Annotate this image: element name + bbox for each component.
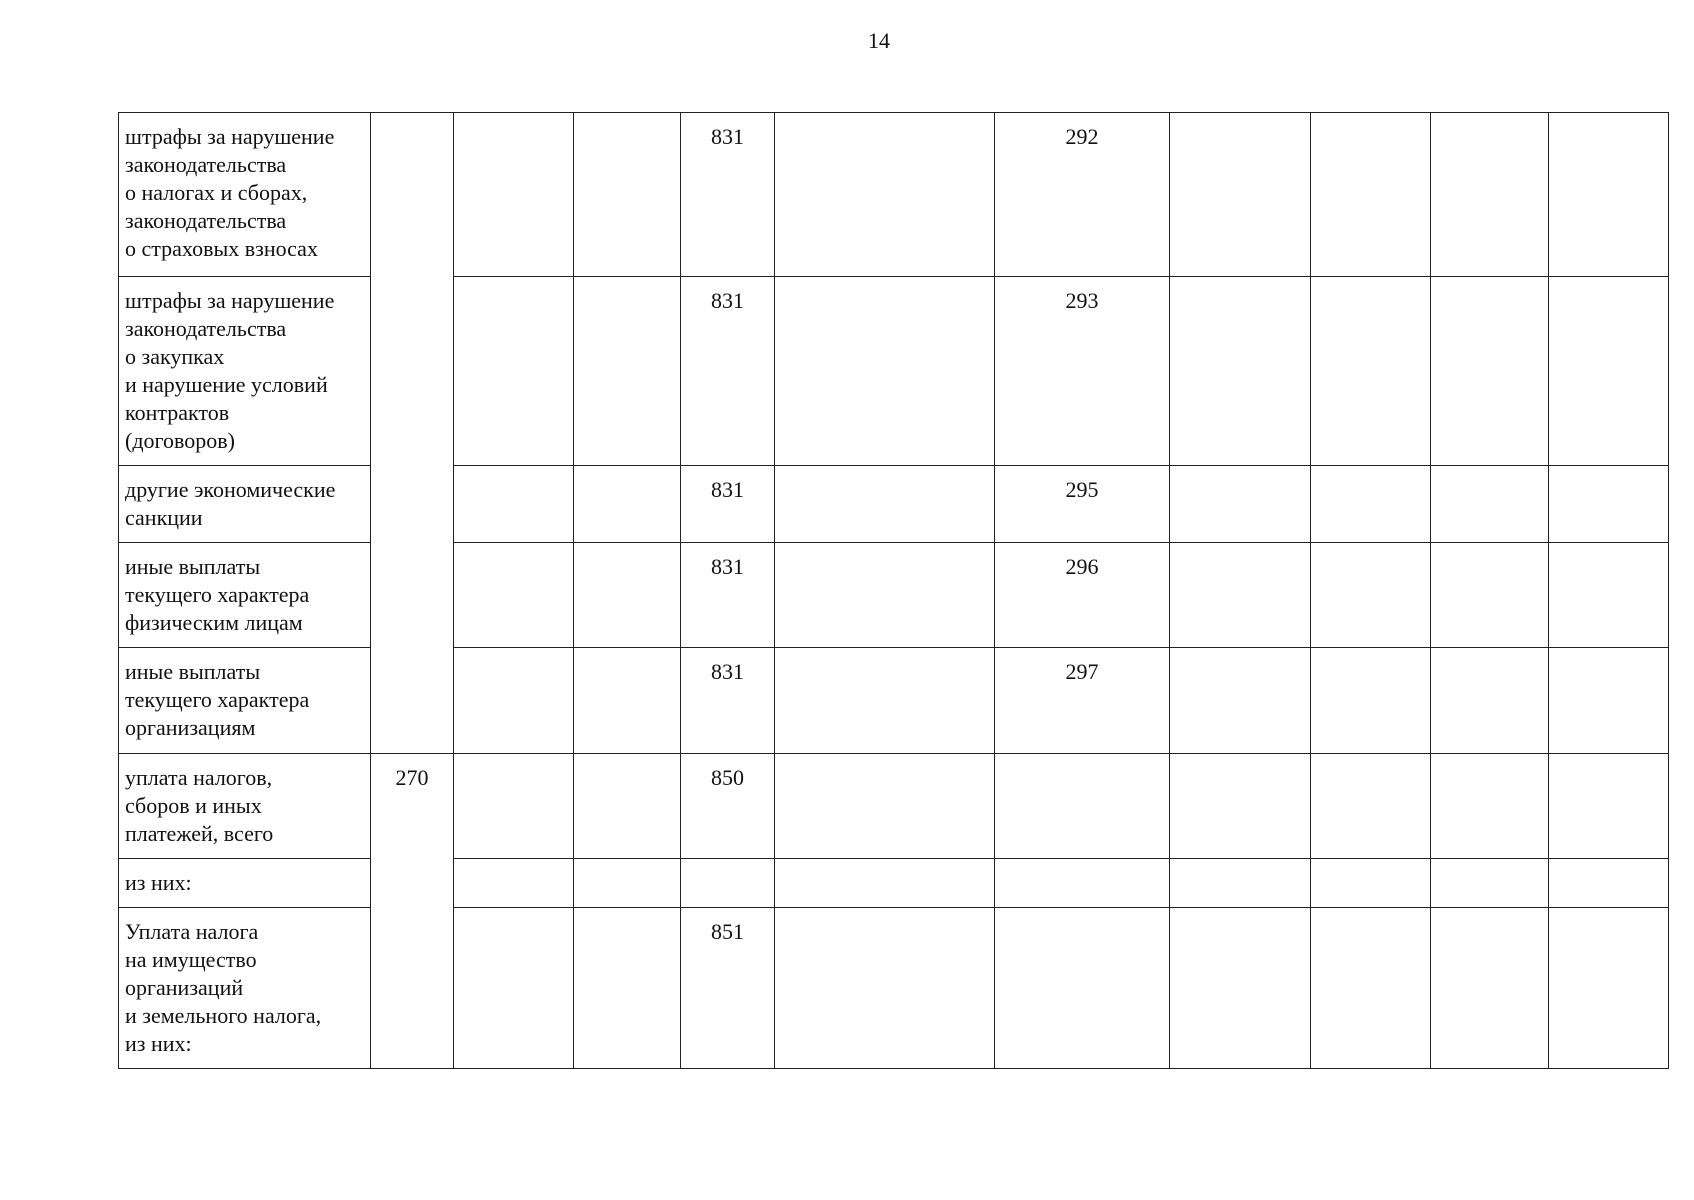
table-cell — [1431, 908, 1549, 1069]
table-cell — [574, 543, 681, 648]
table-cell — [1549, 277, 1669, 466]
table-cell — [1311, 754, 1431, 859]
table-cell — [1311, 113, 1431, 277]
kvr-code-cell: 831 — [681, 277, 775, 466]
table-cell — [1170, 113, 1311, 277]
table-cell — [1311, 648, 1431, 754]
table-cell — [1170, 754, 1311, 859]
table-cell — [1431, 466, 1549, 543]
table-cell — [574, 277, 681, 466]
kosgu-code-cell: 295 — [995, 466, 1170, 543]
kosgu-code-cell — [995, 908, 1170, 1069]
table-cell — [1311, 859, 1431, 908]
table-cell — [775, 859, 995, 908]
row-label: штрафы за нарушение законодательства о закупках и нарушение условий контрактов (договоров) — [119, 277, 371, 466]
budget-table — [118, 112, 1669, 1069]
table-cell — [1170, 908, 1311, 1069]
kosgu-code-cell — [995, 859, 1170, 908]
table-cell — [454, 277, 574, 466]
table-cell — [1170, 859, 1311, 908]
table-cell — [775, 648, 995, 754]
kvr-code-cell: 831 — [681, 543, 775, 648]
table-row — [119, 466, 1669, 543]
table-cell — [574, 466, 681, 543]
row-label: уплата налогов, сборов и иных платежей, всего — [119, 754, 371, 859]
table-cell — [1311, 466, 1431, 543]
table-cell — [574, 754, 681, 859]
table-cell — [1170, 466, 1311, 543]
table-row — [119, 754, 1669, 859]
table-cell — [1549, 113, 1669, 277]
table-cell — [775, 466, 995, 543]
table-cell — [775, 277, 995, 466]
kvr-code-cell: 831 — [681, 113, 775, 277]
table-cell — [454, 908, 574, 1069]
row-code-cell: 270 — [371, 754, 454, 1069]
row-label: иные выплаты текущего характера организациям — [119, 648, 371, 754]
table-row — [119, 543, 1669, 648]
table-cell — [1431, 113, 1549, 277]
table-cell — [775, 113, 995, 277]
table-cell — [1549, 908, 1669, 1069]
row-label: Уплата налога на имущество организаций и земельного налога, из них: — [119, 908, 371, 1069]
row-label: из них: — [119, 859, 371, 908]
table-cell — [1549, 648, 1669, 754]
kosgu-code-cell: 293 — [995, 277, 1170, 466]
table-cell — [574, 908, 681, 1069]
table-cell — [454, 754, 574, 859]
table-cell — [1431, 277, 1549, 466]
kosgu-code-cell — [995, 754, 1170, 859]
kosgu-code-cell: 292 — [995, 113, 1170, 277]
row-code-cell — [371, 113, 454, 754]
kvr-code-cell: 851 — [681, 908, 775, 1069]
table-cell — [775, 754, 995, 859]
table-cell — [775, 543, 995, 648]
table-cell — [1549, 466, 1669, 543]
table-cell — [454, 543, 574, 648]
table-cell — [1311, 908, 1431, 1069]
row-label: иные выплаты текущего характера физическим лицам — [119, 543, 371, 648]
table-row — [119, 648, 1669, 754]
table-cell — [574, 859, 681, 908]
table-cell — [454, 466, 574, 543]
kvr-code-cell: 850 — [681, 754, 775, 859]
table-row — [119, 859, 1669, 908]
row-label: штрафы за нарушение законодательства о налогах и сборах, законодательства о страховых взносах — [119, 113, 371, 277]
kvr-code-cell: 831 — [681, 466, 775, 543]
table-cell — [1311, 277, 1431, 466]
table-cell — [1311, 543, 1431, 648]
row-label: другие экономические санкции — [119, 466, 371, 543]
table-cell — [454, 648, 574, 754]
table-row — [119, 908, 1669, 1069]
table-cell — [574, 648, 681, 754]
table-row — [119, 277, 1669, 466]
table-cell — [1431, 543, 1549, 648]
table-cell — [1170, 277, 1311, 466]
kosgu-code-cell: 296 — [995, 543, 1170, 648]
table-row — [119, 113, 1669, 277]
table-cell — [574, 113, 681, 277]
table-cell — [1170, 543, 1311, 648]
table-cell — [775, 908, 995, 1069]
table-cell — [1431, 648, 1549, 754]
page-number: 14 — [868, 28, 890, 53]
kvr-code-cell — [681, 859, 775, 908]
table-cell — [1431, 754, 1549, 859]
table-cell — [1431, 859, 1549, 908]
kosgu-code-cell: 297 — [995, 648, 1170, 754]
kvr-code-cell: 831 — [681, 648, 775, 754]
table-cell — [1170, 648, 1311, 754]
table-cell — [454, 113, 574, 277]
table-cell — [454, 859, 574, 908]
table-cell — [1549, 754, 1669, 859]
table-cell — [1549, 543, 1669, 648]
table-cell — [1549, 859, 1669, 908]
